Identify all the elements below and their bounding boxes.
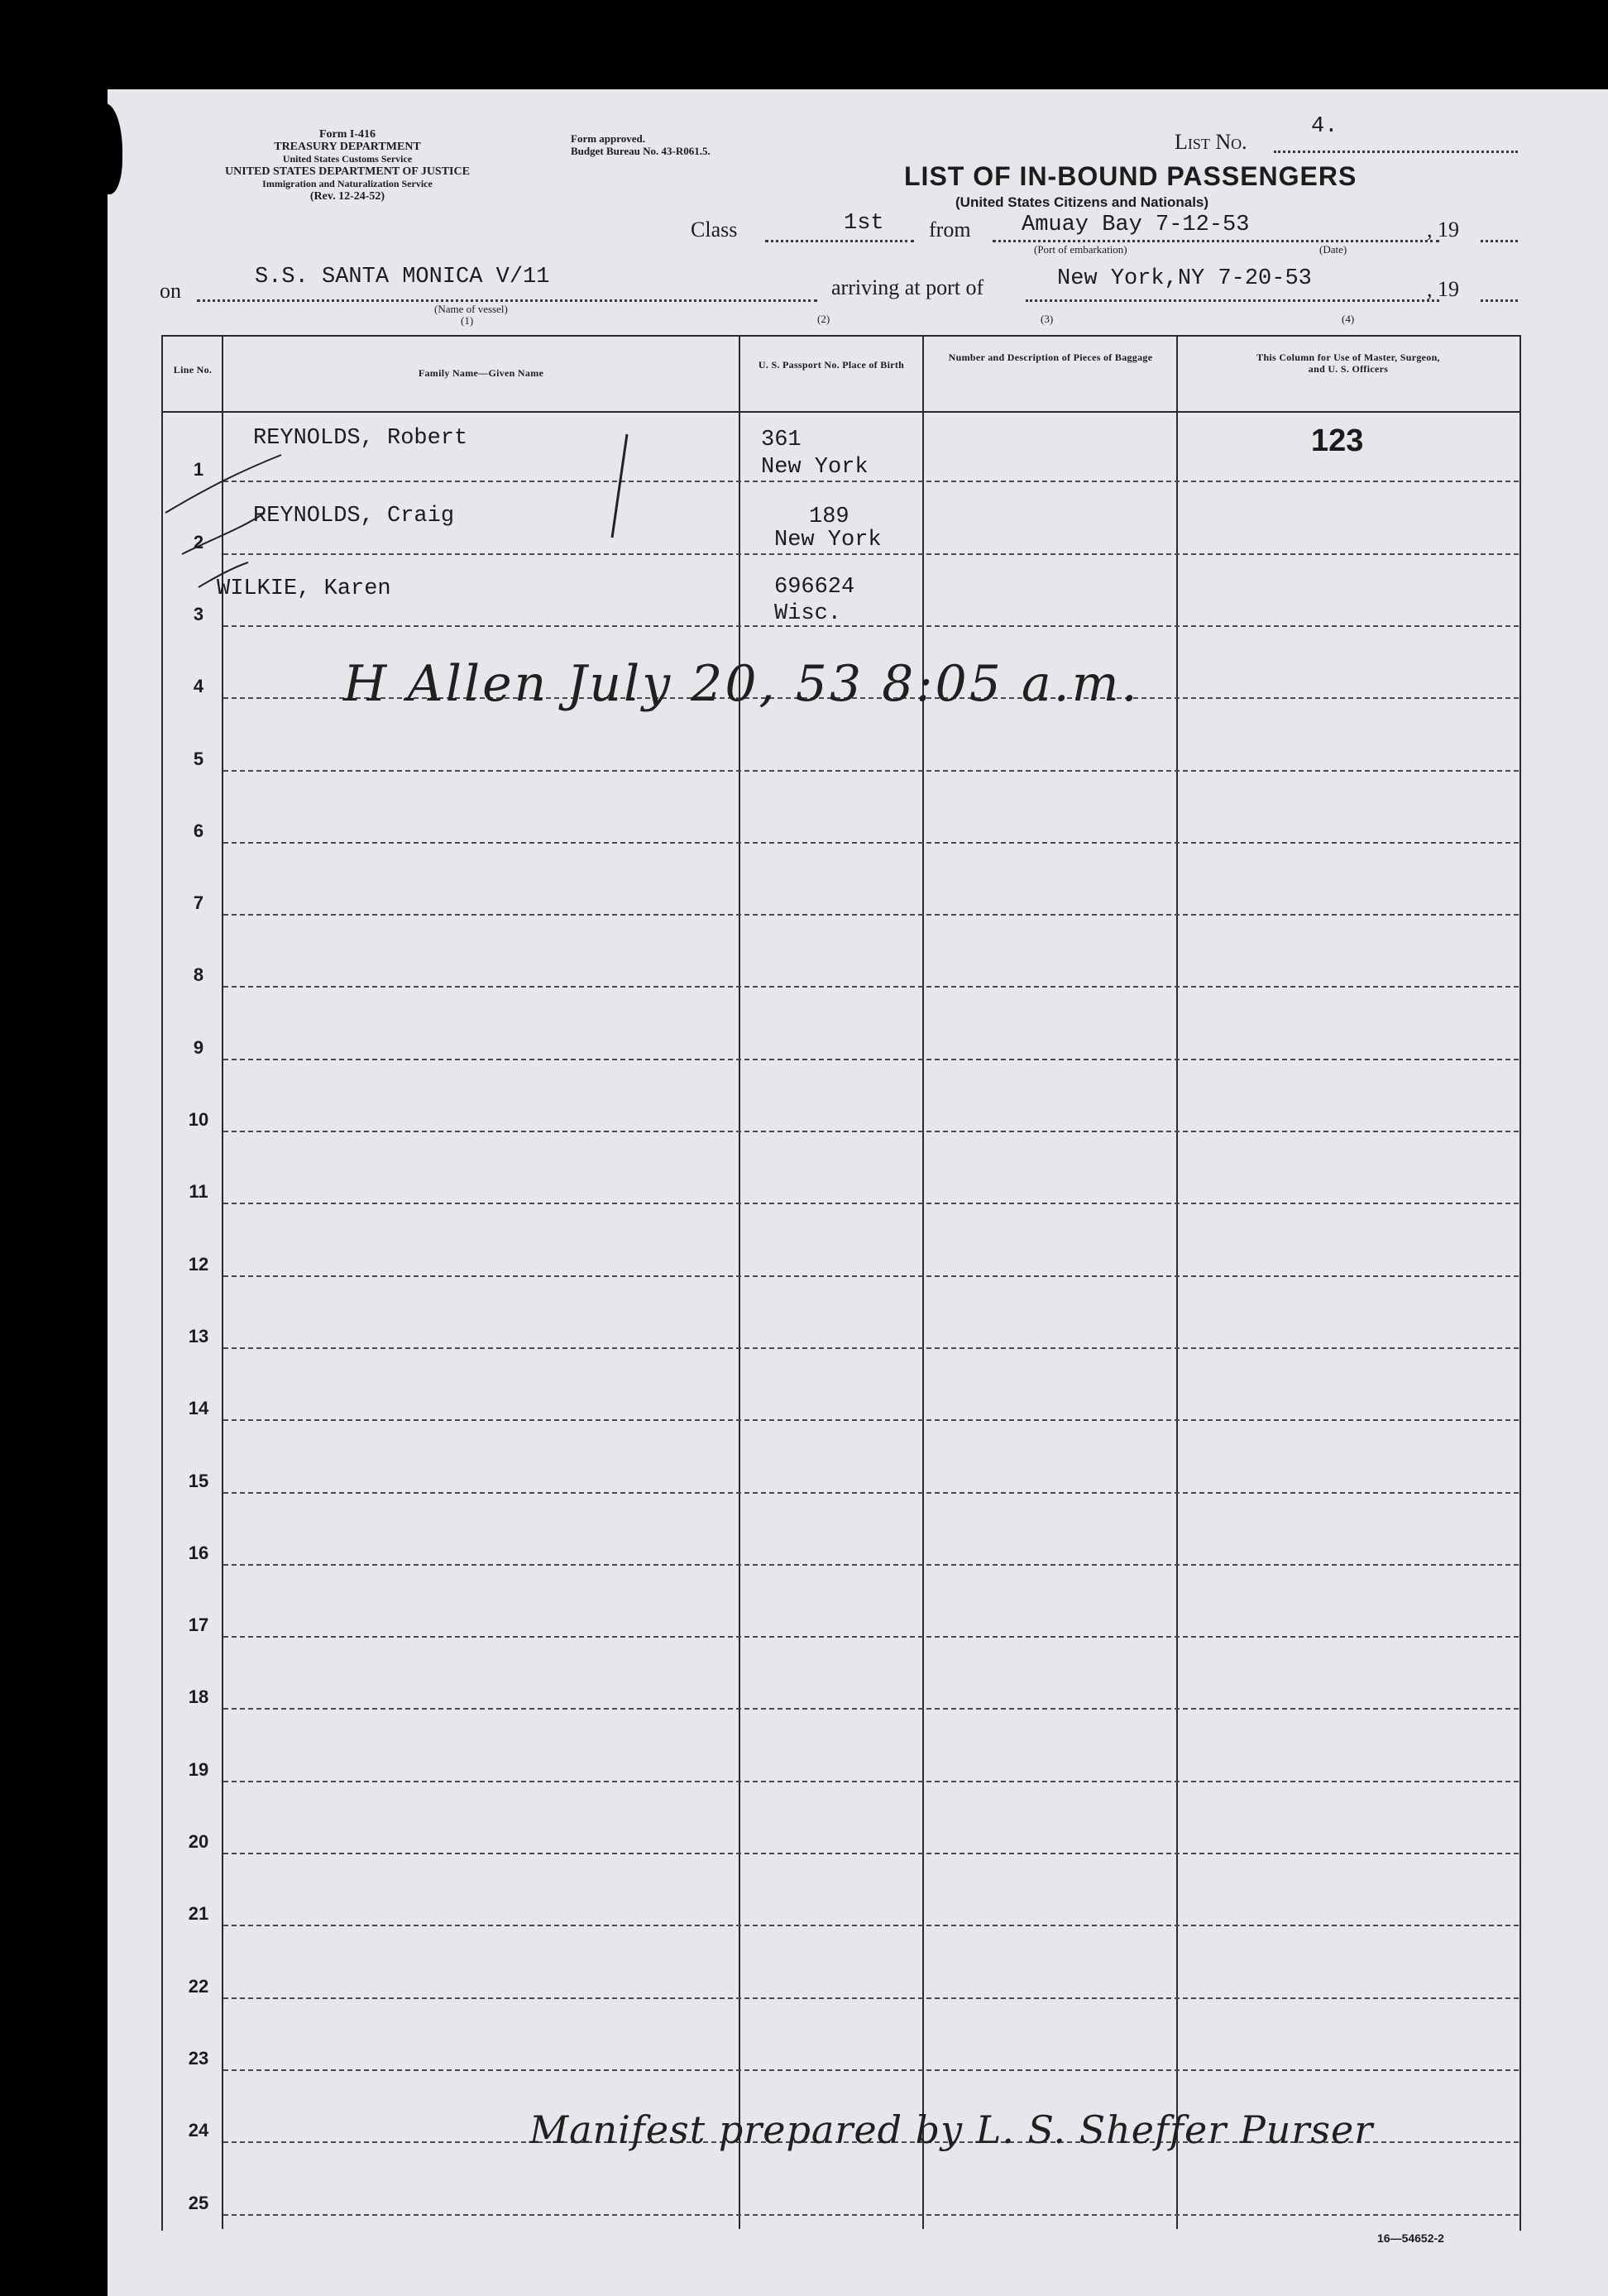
row2-birth: New York: [774, 528, 882, 552]
row-number: 16: [188, 1542, 209, 1563]
arrival-year-dots: [1481, 299, 1518, 302]
row-number: 3: [193, 603, 204, 624]
vessel-name: S.S. SANTA MONICA V/11: [255, 265, 550, 289]
page-title: LIST OF IN-BOUND PASSENGERS: [904, 161, 1357, 191]
row1-birth: New York: [761, 455, 869, 480]
col-header-officers: This Column for Use of Master, Surgeon, and U. S. Officers: [1256, 352, 1440, 375]
arriving-label: arriving at port of: [831, 275, 984, 299]
class-value: 1st: [844, 211, 884, 236]
class-label: Class: [691, 218, 738, 242]
table-row: [223, 1347, 1519, 1349]
justice-dept: UNITED STATES DEPARTMENT OF JUSTICE: [225, 165, 470, 178]
ins-service: Immigration and Naturalization Service: [262, 178, 433, 189]
ink-smudge: [89, 103, 122, 194]
row-number: 9: [193, 1036, 204, 1058]
row-number: 10: [188, 1109, 209, 1130]
handwritten-purser-note: Manifest prepared by L. S. Sheffer Purser: [529, 2107, 1374, 2152]
tally-mark: [612, 434, 627, 538]
list-no-value: 4.: [1311, 114, 1338, 139]
table-row: [223, 1275, 1519, 1277]
vessel-dots: [197, 299, 817, 302]
col-divider: [922, 335, 924, 2229]
row1-name: REYNOLDS, Robert: [253, 426, 468, 451]
row-number: 20: [188, 1831, 209, 1852]
col-header-line-no: Line No.: [173, 364, 213, 375]
check-marks: [157, 430, 653, 596]
arrival-value: New York,NY 7-20-53: [1057, 266, 1312, 291]
row-number: 6: [193, 820, 204, 841]
footer-code: 16—54652-2: [1377, 2231, 1444, 2245]
row-number: 11: [189, 1181, 208, 1203]
form-approved: Form approved.: [571, 132, 646, 145]
row2-name: REYNOLDS, Craig: [253, 504, 455, 529]
table-row: [223, 1636, 1519, 1638]
check-mark: [199, 562, 248, 587]
from-year: , 19: [1427, 218, 1459, 242]
row-number: 24: [188, 2120, 209, 2141]
port-embark-label: (Port of embarkation): [1034, 243, 1127, 256]
customs-service: United States Customs Service: [282, 153, 413, 165]
row-number: 25: [188, 2192, 209, 2213]
col-num-3: (3): [1041, 313, 1054, 325]
col-header-baggage: Number and Description of Pieces of Baggage: [948, 352, 1153, 363]
list-no-dots: [1274, 151, 1518, 153]
row3-passport: 696624: [774, 575, 855, 600]
row-number: 4: [193, 676, 204, 697]
table-row: [223, 1708, 1519, 1710]
table-row: [223, 1419, 1519, 1421]
table-row: [223, 914, 1519, 916]
row2-passport: 189: [809, 505, 849, 529]
date-label: (Date): [1319, 243, 1347, 256]
form-number: Form I-416: [318, 128, 376, 141]
handwritten-inspection: H Allen July 20, 53 8:05 a.m.: [343, 655, 1140, 713]
from-value: Amuay Bay 7-12-53: [1022, 213, 1250, 237]
budget-approval: [571, 132, 711, 157]
col-num-2: (2): [817, 313, 830, 325]
from-dots: [993, 240, 1439, 242]
table-row: [223, 1853, 1519, 1854]
table-row: [223, 625, 1519, 627]
check-mark: [182, 513, 265, 554]
page-subtitle: (United States Citizens and Nationals): [955, 194, 1209, 210]
row-number: 15: [188, 1470, 209, 1491]
col-divider: [1176, 335, 1178, 2229]
row3-birth: Wisc.: [774, 601, 842, 626]
table-header-rule: [161, 411, 1519, 413]
list-no-label: List No.: [1175, 130, 1247, 154]
row-number: 21: [188, 1903, 209, 1925]
row-number: 13: [188, 1325, 209, 1347]
punch-hole: [51, 2051, 101, 2101]
table-row: [223, 2069, 1519, 2071]
punch-hole: [64, 314, 113, 364]
table-row: [223, 1059, 1519, 1060]
row-number: 1: [193, 459, 204, 481]
form-revision: (Rev. 12-24-52): [309, 190, 385, 203]
row-number: 23: [188, 2047, 209, 2069]
arrival-year: , 19: [1427, 277, 1459, 301]
vessel-label: (Name of vessel): [434, 303, 508, 315]
class-dots: [765, 240, 914, 242]
row-number: 17: [188, 1614, 209, 1636]
col-num-1: (1): [461, 314, 474, 327]
row-number: 18: [188, 1686, 209, 1708]
punch-hole: [53, 1162, 103, 1212]
budget-bureau: Budget Bureau No. 43-R061.5.: [571, 145, 711, 157]
officer-number: 123: [1311, 423, 1364, 458]
table-row: [223, 1781, 1519, 1782]
row-number: 22: [188, 1975, 209, 1997]
on-label: on: [160, 279, 181, 303]
table-row: [223, 1203, 1519, 1204]
form-agency-block: [157, 128, 538, 203]
col-header-name: Family Name—Given Name: [418, 367, 544, 379]
check-mark: [165, 455, 281, 513]
row-number: 5: [193, 748, 204, 769]
from-label: from: [929, 218, 971, 242]
col-header-passport: U. S. Passport No. Place of Birth: [758, 359, 905, 371]
row1-passport: 361: [761, 428, 802, 452]
row-number: 19: [188, 1758, 209, 1780]
from-year-dots: [1481, 240, 1518, 242]
row-number: 8: [193, 964, 204, 986]
col-num-4: (4): [1342, 313, 1355, 325]
row-number: 7: [193, 892, 204, 914]
row-number: 2: [193, 531, 204, 552]
table-row: [223, 2214, 1519, 2216]
table-row: [223, 1492, 1519, 1494]
table-row: [223, 1131, 1519, 1132]
row-number: 14: [188, 1398, 209, 1419]
table-row: [223, 1997, 1519, 1999]
table-row: [223, 770, 1519, 772]
table-row: [223, 986, 1519, 988]
treasury-dept: TREASURY DEPARTMENT: [274, 141, 421, 153]
table-row: [223, 1564, 1519, 1566]
table-row: [223, 842, 1519, 844]
col-divider: [739, 335, 740, 2229]
arrival-dots: [1026, 299, 1439, 302]
row3-name: WILKIE, Karen: [217, 576, 391, 601]
table-row: [223, 1925, 1519, 1926]
row-number: 12: [188, 1253, 209, 1275]
